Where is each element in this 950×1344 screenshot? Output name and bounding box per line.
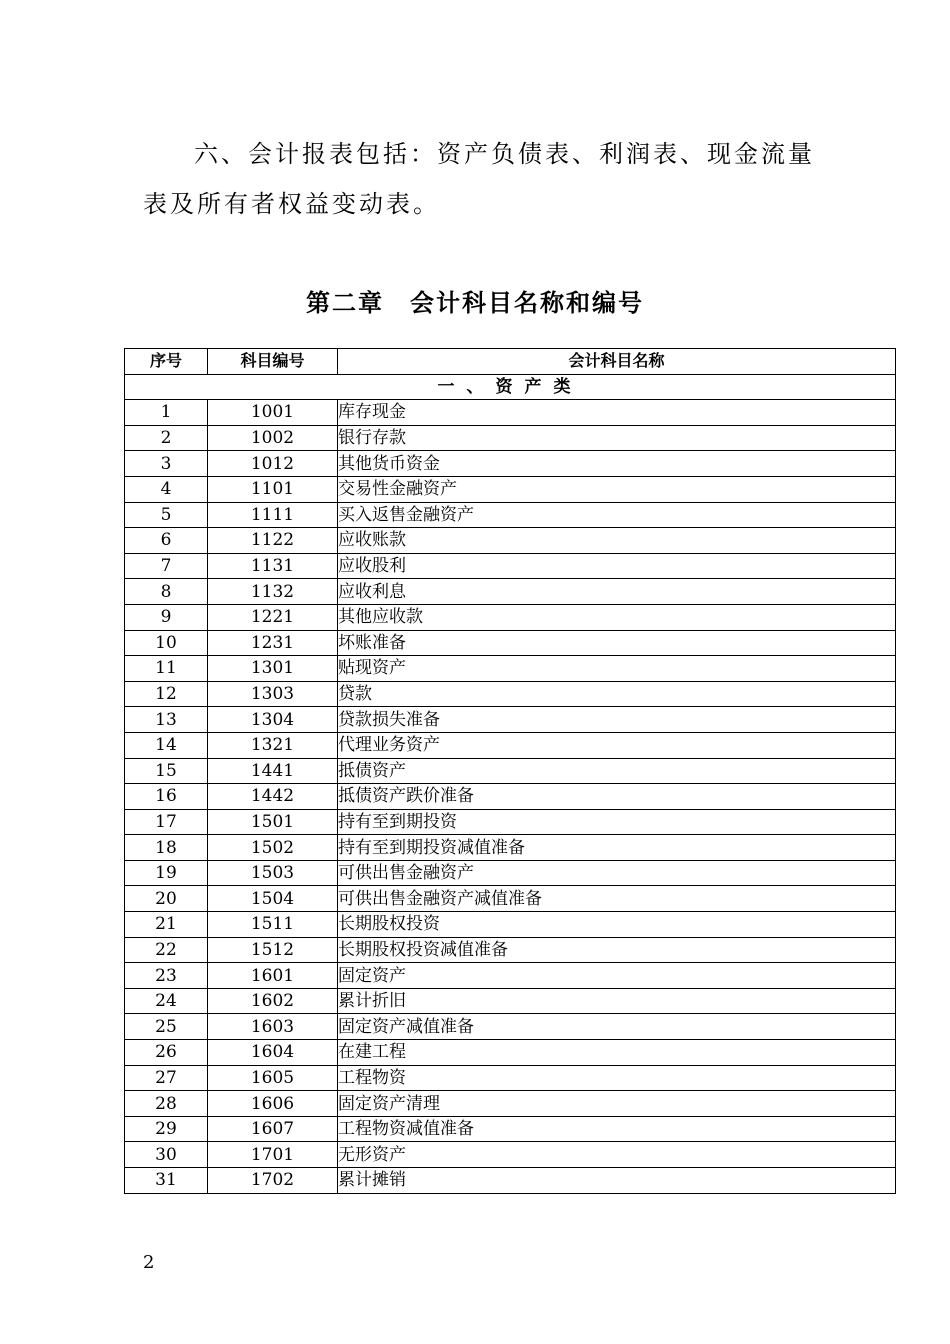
row-seq: 16 xyxy=(125,784,208,810)
row-seq: 20 xyxy=(125,886,208,912)
table-row xyxy=(125,758,896,784)
row-code: 1101 xyxy=(208,476,338,502)
table-row xyxy=(125,579,896,605)
table-row xyxy=(125,400,896,426)
row-code: 1605 xyxy=(208,1065,338,1091)
row-name: 代理业务资产 xyxy=(338,732,896,758)
row-seq: 19 xyxy=(125,860,208,886)
row-code: 1231 xyxy=(208,630,338,656)
row-code: 1441 xyxy=(208,758,338,784)
row-code: 1131 xyxy=(208,553,338,579)
row-seq: 9 xyxy=(125,604,208,630)
row-code: 1442 xyxy=(208,784,338,810)
row-name: 贴现资产 xyxy=(338,656,896,682)
row-seq: 1 xyxy=(125,400,208,426)
row-name: 工程物资减值准备 xyxy=(338,1116,896,1142)
row-code: 1132 xyxy=(208,579,338,605)
row-code: 1512 xyxy=(208,937,338,963)
row-name: 买入返售金融资产 xyxy=(338,502,896,528)
row-seq: 10 xyxy=(125,630,208,656)
row-name: 可供出售金融资产减值准备 xyxy=(338,886,896,912)
row-name: 应收账款 xyxy=(338,528,896,554)
table-row xyxy=(125,528,896,554)
table-row xyxy=(125,963,896,989)
row-seq: 24 xyxy=(125,988,208,1014)
row-code: 1504 xyxy=(208,886,338,912)
row-code: 1602 xyxy=(208,988,338,1014)
row-name: 坏账准备 xyxy=(338,630,896,656)
row-code: 1002 xyxy=(208,425,338,451)
row-seq: 17 xyxy=(125,809,208,835)
table-row xyxy=(125,1091,896,1117)
row-seq: 27 xyxy=(125,1065,208,1091)
row-name: 持有至到期投资 xyxy=(338,809,896,835)
row-seq: 15 xyxy=(125,758,208,784)
row-seq: 30 xyxy=(125,1142,208,1168)
page-number: 2 xyxy=(143,1252,155,1273)
table-row xyxy=(125,988,896,1014)
header-name: 会计科目名称 xyxy=(338,349,896,375)
row-code: 1301 xyxy=(208,656,338,682)
row-code: 1702 xyxy=(208,1168,338,1194)
row-name: 其他应收款 xyxy=(338,604,896,630)
row-code: 1603 xyxy=(208,1014,338,1040)
row-name: 持有至到期投资减值准备 xyxy=(338,835,896,861)
table-row xyxy=(125,476,896,502)
row-code: 1111 xyxy=(208,502,338,528)
row-name: 可供出售金融资产 xyxy=(338,860,896,886)
row-seq: 12 xyxy=(125,681,208,707)
row-name: 应收股利 xyxy=(338,553,896,579)
row-name: 抵债资产 xyxy=(338,758,896,784)
row-name: 贷款损失准备 xyxy=(338,707,896,733)
row-seq: 22 xyxy=(125,937,208,963)
row-seq: 8 xyxy=(125,579,208,605)
table-row xyxy=(125,835,896,861)
table-row xyxy=(125,886,896,912)
row-code: 1701 xyxy=(208,1142,338,1168)
table-row xyxy=(125,630,896,656)
table-row xyxy=(125,860,896,886)
section-row xyxy=(125,374,896,400)
row-code: 1321 xyxy=(208,732,338,758)
table-header-row xyxy=(125,349,896,375)
row-name: 应收利息 xyxy=(338,579,896,605)
row-seq: 23 xyxy=(125,963,208,989)
header-seq: 序号 xyxy=(125,349,208,375)
row-name: 累计摊销 xyxy=(338,1168,896,1194)
row-code: 1502 xyxy=(208,835,338,861)
chapter-title: 第二章 会计科目名称和编号 xyxy=(306,289,644,317)
row-code: 1304 xyxy=(208,707,338,733)
row-seq: 4 xyxy=(125,476,208,502)
row-code: 1221 xyxy=(208,604,338,630)
row-code: 1607 xyxy=(208,1116,338,1142)
row-seq: 18 xyxy=(125,835,208,861)
row-code: 1001 xyxy=(208,400,338,426)
row-name: 累计折旧 xyxy=(338,988,896,1014)
row-seq: 13 xyxy=(125,707,208,733)
table-row xyxy=(125,604,896,630)
table-row xyxy=(125,425,896,451)
row-name: 无形资产 xyxy=(338,1142,896,1168)
row-code: 1601 xyxy=(208,963,338,989)
row-code: 1012 xyxy=(208,451,338,477)
row-name: 工程物资 xyxy=(338,1065,896,1091)
table-row xyxy=(125,707,896,733)
row-name: 其他货币资金 xyxy=(338,451,896,477)
table-row xyxy=(125,1116,896,1142)
table-row xyxy=(125,451,896,477)
row-seq: 3 xyxy=(125,451,208,477)
row-name: 固定资产减值准备 xyxy=(338,1014,896,1040)
row-seq: 28 xyxy=(125,1091,208,1117)
table-row xyxy=(125,937,896,963)
row-seq: 21 xyxy=(125,912,208,938)
table-row xyxy=(125,553,896,579)
table-row xyxy=(125,912,896,938)
row-seq: 5 xyxy=(125,502,208,528)
row-name: 交易性金融资产 xyxy=(338,476,896,502)
paragraph-line-1: 六、会计报表包括：资产负债表、利润表、现金流量 xyxy=(194,140,815,168)
row-seq: 2 xyxy=(125,425,208,451)
table-row xyxy=(125,809,896,835)
table-row xyxy=(125,732,896,758)
table-row xyxy=(125,502,896,528)
row-seq: 31 xyxy=(125,1168,208,1194)
row-name: 长期股权投资 xyxy=(338,912,896,938)
paragraph-line-2: 表及所有者权益变动表。 xyxy=(143,190,440,218)
table-row xyxy=(125,1168,896,1194)
row-seq: 29 xyxy=(125,1116,208,1142)
row-name: 长期股权投资减值准备 xyxy=(338,937,896,963)
row-code: 1303 xyxy=(208,681,338,707)
row-code: 1604 xyxy=(208,1040,338,1066)
row-seq: 25 xyxy=(125,1014,208,1040)
table-row xyxy=(125,1065,896,1091)
row-code: 1606 xyxy=(208,1091,338,1117)
row-seq: 26 xyxy=(125,1040,208,1066)
row-seq: 7 xyxy=(125,553,208,579)
row-seq: 11 xyxy=(125,656,208,682)
row-code: 1503 xyxy=(208,860,338,886)
table-row xyxy=(125,1142,896,1168)
row-name: 库存现金 xyxy=(338,400,896,426)
row-name: 银行存款 xyxy=(338,425,896,451)
header-code: 科目编号 xyxy=(208,349,338,375)
row-code: 1122 xyxy=(208,528,338,554)
row-code: 1511 xyxy=(208,912,338,938)
table-row xyxy=(125,1040,896,1066)
accounts-table xyxy=(124,348,896,1194)
section-label: 一、资产类 xyxy=(125,374,896,400)
table-row xyxy=(125,1014,896,1040)
row-name: 贷款 xyxy=(338,681,896,707)
row-seq: 14 xyxy=(125,732,208,758)
table-row xyxy=(125,681,896,707)
row-name: 固定资产清理 xyxy=(338,1091,896,1117)
row-name: 在建工程 xyxy=(338,1040,896,1066)
table-row xyxy=(125,656,896,682)
row-name: 抵债资产跌价准备 xyxy=(338,784,896,810)
table-row xyxy=(125,784,896,810)
row-code: 1501 xyxy=(208,809,338,835)
row-name: 固定资产 xyxy=(338,963,896,989)
row-seq: 6 xyxy=(125,528,208,554)
